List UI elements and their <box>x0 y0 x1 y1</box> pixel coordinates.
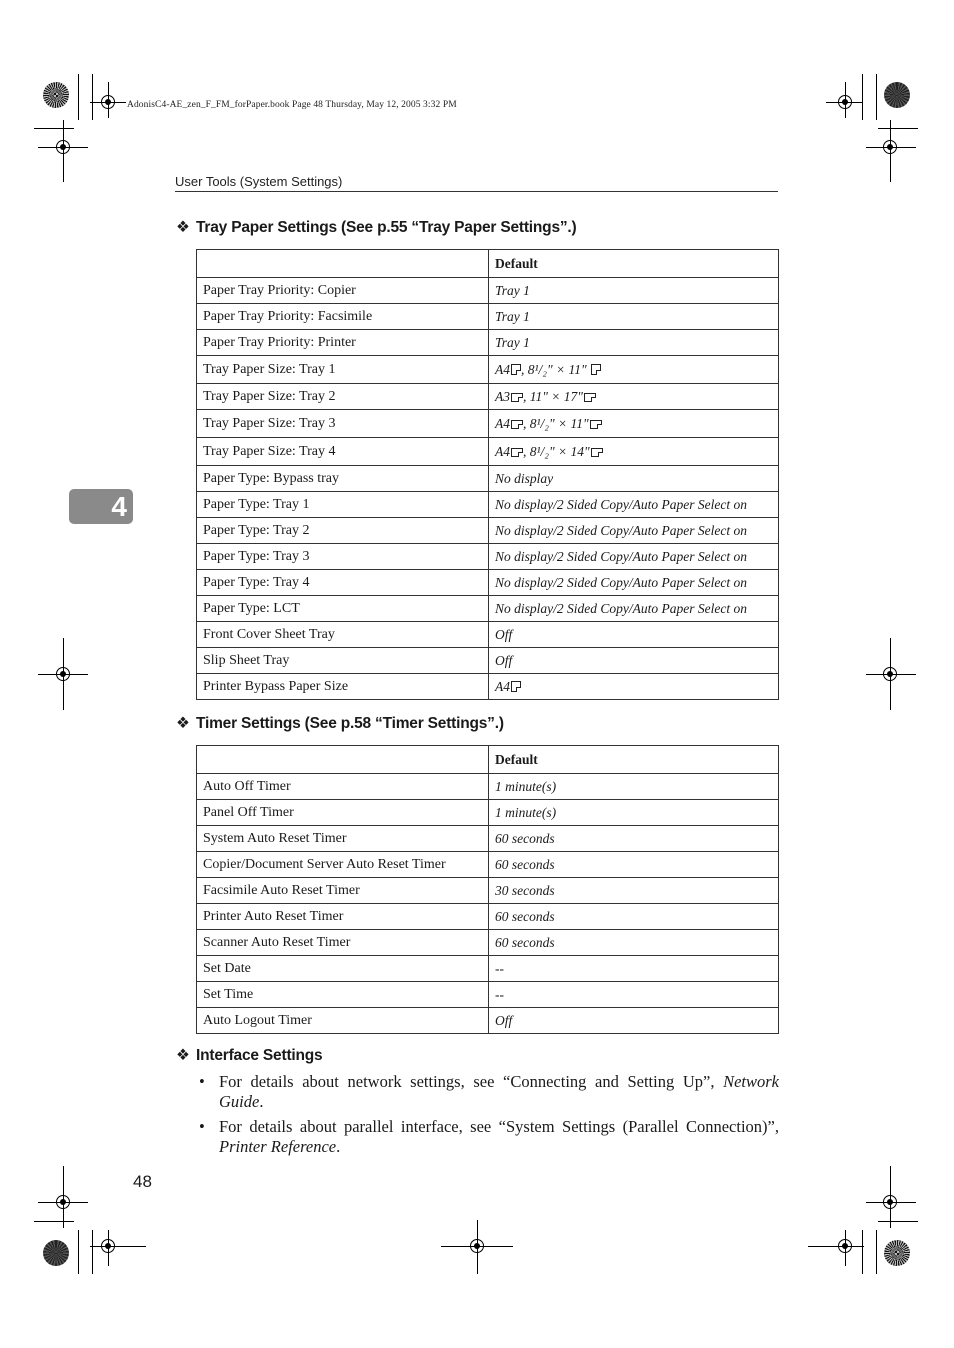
setting-default: 1 minute(s) <box>489 800 779 826</box>
table-row <box>197 930 779 956</box>
list-item <box>199 1117 779 1157</box>
setting-label: Set Time <box>197 982 489 1008</box>
table-row <box>197 956 779 982</box>
diamond-bullet-icon: ❖ <box>176 715 190 732</box>
table-header-blank <box>197 746 489 774</box>
tray-settings-heading <box>176 218 577 237</box>
table-row <box>197 410 779 438</box>
table-row <box>197 1008 779 1034</box>
setting-label: Scanner Auto Reset Timer <box>197 930 489 956</box>
setting-label: Paper Tray Priority: Printer <box>197 330 489 356</box>
list-item <box>199 1072 779 1112</box>
tray-settings-table <box>196 249 779 700</box>
registration-rosette-icon <box>884 82 910 108</box>
setting-label: Tray Paper Size: Tray 2 <box>197 384 489 410</box>
manual-reference: Printer Reference <box>219 1137 337 1156</box>
setting-default <box>489 356 779 384</box>
paper-portrait-icon <box>511 364 521 375</box>
table-header-row <box>197 250 779 278</box>
chapter-tab: 4 <box>69 489 133 524</box>
timer-settings-heading <box>176 714 504 733</box>
setting-default: No display/2 Sided Copy/Auto Paper Select on <box>489 492 779 518</box>
setting-label: Tray Paper Size: Tray 4 <box>197 438 489 466</box>
setting-default: No display <box>489 466 779 492</box>
setting-default: Off <box>489 1008 779 1034</box>
paper-portrait-icon <box>511 681 521 692</box>
setting-default <box>489 410 779 438</box>
table-header-row <box>197 746 779 774</box>
table-row <box>197 304 779 330</box>
timer-settings-table <box>196 745 779 1034</box>
setting-label: Paper Type: Tray 1 <box>197 492 489 518</box>
paper-size-b: , 11" × 17" <box>523 388 583 404</box>
setting-label: Paper Type: Bypass tray <box>197 466 489 492</box>
setting-default: Off <box>489 622 779 648</box>
setting-default: -- <box>489 956 779 982</box>
diamond-bullet-icon: ❖ <box>176 219 190 236</box>
table-row <box>197 622 779 648</box>
setting-label: Printer Auto Reset Timer <box>197 904 489 930</box>
interface-settings-heading-text: Interface Settings <box>196 1047 323 1064</box>
setting-default: 60 seconds <box>489 852 779 878</box>
setting-default: No display/2 Sided Copy/Auto Paper Select on <box>489 518 779 544</box>
setting-default: 30 seconds <box>489 878 779 904</box>
paper-landscape-icon <box>511 448 523 457</box>
interface-settings-list <box>199 1072 779 1157</box>
setting-default: No display/2 Sided Copy/Auto Paper Select on <box>489 570 779 596</box>
page-number: 48 <box>133 1172 152 1191</box>
table-row <box>197 518 779 544</box>
setting-label: Slip Sheet Tray <box>197 648 489 674</box>
paper-size-a: A3 <box>495 388 510 404</box>
table-header-blank <box>197 250 489 278</box>
setting-label: Panel Off Timer <box>197 800 489 826</box>
setting-default: 60 seconds <box>489 826 779 852</box>
list-item-text: For details about network settings, see “Connecting and Setting Up”, <box>219 1072 724 1091</box>
registration-rosette-icon <box>43 82 69 108</box>
setting-label: Paper Type: LCT <box>197 596 489 622</box>
setting-default: 60 seconds <box>489 930 779 956</box>
diamond-bullet-icon: ❖ <box>176 1047 190 1064</box>
setting-label: Paper Type: Tray 3 <box>197 544 489 570</box>
manual-reference: Network Guide <box>219 1072 779 1111</box>
print-header: AdonisC4-AE_zen_F_FM_forPaper.book Page 48 Thursday, May 12, 2005 3:32 PM <box>127 100 457 110</box>
paper-landscape-icon <box>584 393 596 402</box>
setting-label: Auto Off Timer <box>197 774 489 800</box>
setting-default <box>489 438 779 466</box>
setting-default: No display/2 Sided Copy/Auto Paper Select on <box>489 596 779 622</box>
setting-label: Tray Paper Size: Tray 1 <box>197 356 489 384</box>
registration-rosette-icon <box>884 1240 910 1266</box>
table-row <box>197 466 779 492</box>
table-row <box>197 278 779 304</box>
setting-label: Set Date <box>197 956 489 982</box>
section-title: User Tools (System Settings) <box>175 174 778 192</box>
table-row <box>197 492 779 518</box>
setting-label: Facsimile Auto Reset Timer <box>197 878 489 904</box>
timer-settings-heading-text: Timer Settings (See p.58 “Timer Settings”.) <box>196 715 504 732</box>
table-row <box>197 330 779 356</box>
paper-size-b: , 8¹/₂" × 14" <box>523 443 590 459</box>
table-row <box>197 982 779 1008</box>
setting-default: 60 seconds <box>489 904 779 930</box>
list-item-text: For details about parallel interface, see “System Settings (Parallel Connection)”, <box>219 1117 779 1136</box>
interface-settings-heading <box>176 1046 322 1065</box>
table-row <box>197 384 779 410</box>
table-row <box>197 438 779 466</box>
registration-rosette-icon <box>43 1240 69 1266</box>
paper-landscape-icon <box>511 393 523 402</box>
setting-default: No display/2 Sided Copy/Auto Paper Select on <box>489 544 779 570</box>
table-header-default: Default <box>489 250 779 278</box>
table-row <box>197 826 779 852</box>
bullet-dot: • <box>199 1072 205 1091</box>
table-row <box>197 774 779 800</box>
paper-size-b: , 8¹/₂" × 11" <box>521 361 591 377</box>
bullet-dot: • <box>199 1117 205 1136</box>
setting-default <box>489 674 779 700</box>
table-row <box>197 648 779 674</box>
setting-default: -- <box>489 982 779 1008</box>
table-row <box>197 570 779 596</box>
setting-label: Tray Paper Size: Tray 3 <box>197 410 489 438</box>
table-row <box>197 878 779 904</box>
table-row <box>197 852 779 878</box>
paper-size-b: , 8¹/₂" × 11" <box>523 415 589 431</box>
setting-label: Printer Bypass Paper Size <box>197 674 489 700</box>
paper-landscape-icon <box>591 448 603 457</box>
setting-label: Paper Tray Priority: Copier <box>197 278 489 304</box>
table-row <box>197 904 779 930</box>
tray-settings-heading-text: Tray Paper Settings (See p.55 “Tray Paper Settings”.) <box>196 219 577 236</box>
paper-size-a: A4 <box>495 443 510 459</box>
list-item-end: . <box>259 1092 264 1111</box>
setting-default: Tray 1 <box>489 304 779 330</box>
paper-landscape-icon <box>511 420 523 429</box>
table-header-default: Default <box>489 746 779 774</box>
setting-label: Paper Type: Tray 4 <box>197 570 489 596</box>
setting-default: Tray 1 <box>489 278 779 304</box>
table-row <box>197 596 779 622</box>
setting-label: Auto Logout Timer <box>197 1008 489 1034</box>
paper-size-a: A4 <box>495 361 510 377</box>
setting-label: Front Cover Sheet Tray <box>197 622 489 648</box>
list-item-end: . <box>336 1137 341 1156</box>
paper-size-a: A4 <box>495 415 510 431</box>
table-row <box>197 356 779 384</box>
setting-label: Paper Tray Priority: Facsimile <box>197 304 489 330</box>
setting-default: Off <box>489 648 779 674</box>
setting-label: Paper Type: Tray 2 <box>197 518 489 544</box>
setting-label: System Auto Reset Timer <box>197 826 489 852</box>
setting-default: Tray 1 <box>489 330 779 356</box>
setting-default: 1 minute(s) <box>489 774 779 800</box>
table-row <box>197 800 779 826</box>
paper-portrait-icon <box>591 364 601 375</box>
paper-size-a: A4 <box>495 678 510 694</box>
table-row <box>197 674 779 700</box>
table-row <box>197 544 779 570</box>
setting-label: Copier/Document Server Auto Reset Timer <box>197 852 489 878</box>
setting-default <box>489 384 779 410</box>
paper-landscape-icon <box>590 420 602 429</box>
